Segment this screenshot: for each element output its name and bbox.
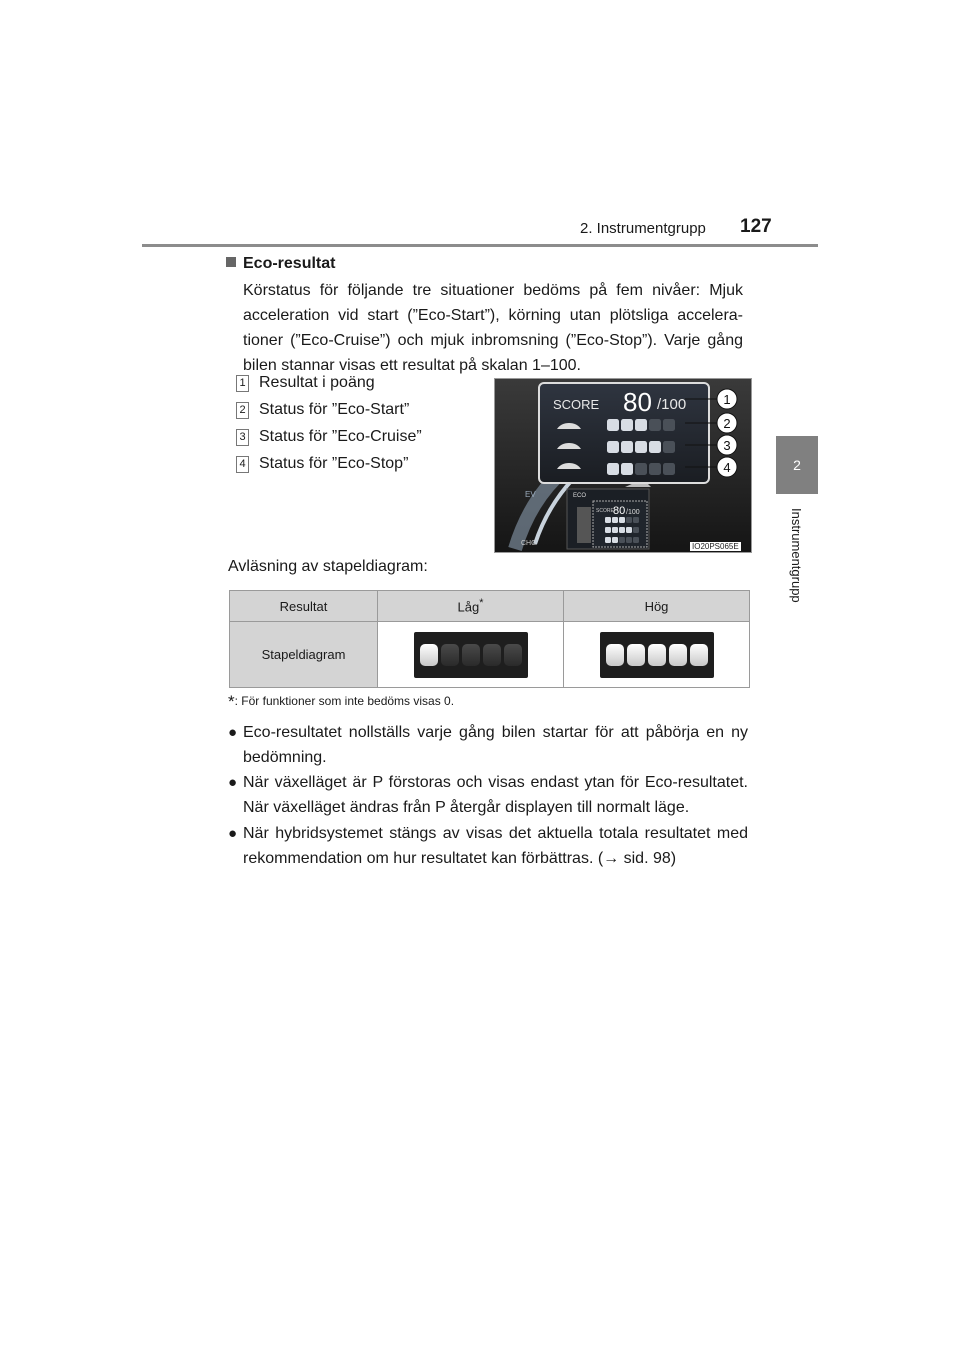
status-segment bbox=[605, 517, 611, 523]
bar-chart-heading: Avläsning av stapeldiagram: bbox=[228, 558, 428, 575]
section-title bbox=[226, 255, 335, 273]
status-segment bbox=[619, 517, 625, 523]
bullet-text: När hybridsystemet stängs av visas det aktuella totala resultatet med rekommendation om hur resultatet kan förbättras. (→ sid. 98) bbox=[243, 825, 748, 867]
footnote-asterisk: * bbox=[228, 692, 235, 711]
bar-segment bbox=[669, 644, 687, 666]
bullet-item bbox=[228, 720, 748, 770]
header-low bbox=[378, 591, 564, 622]
status-segment bbox=[607, 463, 619, 475]
low-cell bbox=[378, 622, 564, 688]
small-status-bars bbox=[605, 517, 639, 543]
status-segment bbox=[663, 463, 675, 475]
status-segment bbox=[605, 537, 611, 543]
small-score-value: 80 bbox=[613, 505, 626, 517]
legend-text: Status för ”Eco-Cruise” bbox=[259, 428, 422, 445]
legend-text: Resultat i poäng bbox=[259, 374, 375, 391]
callout-2: 2 bbox=[723, 416, 731, 431]
table-header-row bbox=[230, 591, 750, 622]
small-score-label: SCORE bbox=[596, 508, 614, 514]
score-label: SCORE bbox=[553, 397, 600, 412]
status-segment bbox=[626, 517, 632, 523]
bullet-dot-icon: ● bbox=[228, 724, 238, 741]
score-max: /100 bbox=[657, 396, 687, 413]
status-segment bbox=[635, 419, 647, 431]
high-bar-graph bbox=[600, 632, 714, 678]
row-label: Stapeldiagram bbox=[230, 622, 378, 688]
header-low-text: Låg bbox=[457, 599, 480, 615]
table-row bbox=[230, 622, 750, 688]
battery-icon bbox=[577, 507, 591, 543]
legend-item bbox=[236, 401, 409, 419]
eco-label: ECO bbox=[573, 493, 587, 499]
section-title-text: Eco-resultat bbox=[243, 255, 336, 272]
status-segment bbox=[649, 463, 661, 475]
status-segment bbox=[621, 419, 633, 431]
score-value: 80 bbox=[623, 387, 652, 417]
page-number: 127 bbox=[740, 216, 772, 237]
high-cell bbox=[564, 622, 750, 688]
eco-display-illustration bbox=[495, 379, 751, 552]
status-segment bbox=[633, 517, 639, 523]
status-segment bbox=[635, 463, 647, 475]
bar-segment bbox=[483, 644, 501, 666]
chapter-number: 2 bbox=[793, 457, 801, 473]
legend-number: 2 bbox=[236, 402, 249, 419]
bar-segment bbox=[504, 644, 522, 666]
callout-3: 3 bbox=[723, 438, 731, 453]
status-segment bbox=[612, 517, 618, 523]
status-segment bbox=[607, 419, 619, 431]
square-bullet-icon bbox=[226, 257, 236, 267]
chapter-label: Instrumentgrupp bbox=[789, 508, 804, 603]
header-high: Hög bbox=[564, 591, 750, 622]
legend-item bbox=[236, 374, 375, 392]
legend-item bbox=[236, 428, 422, 446]
bar-segment bbox=[606, 644, 624, 666]
status-segment bbox=[626, 537, 632, 543]
eco-score-figure bbox=[494, 378, 752, 553]
bullet-item bbox=[228, 770, 748, 820]
legend-item bbox=[236, 455, 408, 473]
status-segment bbox=[621, 463, 633, 475]
chg-label: CHG bbox=[521, 540, 537, 547]
status-segment bbox=[635, 441, 647, 453]
bullet-item bbox=[228, 821, 748, 871]
bullet-text: Eco-resultatet nollställs varje gång bilen startar för att påbörja en ny bedömning. bbox=[243, 724, 748, 766]
figure-code: IO20PS065E bbox=[692, 542, 739, 551]
bar-segment bbox=[441, 644, 459, 666]
bullet-dot-icon: ● bbox=[228, 825, 238, 842]
bar-segment bbox=[648, 644, 666, 666]
status-segment bbox=[633, 537, 639, 543]
result-table bbox=[229, 590, 750, 688]
bullet-text: När växelläget är P förstoras och visas endast ytan för Eco-resultatet. När växelläget ändras från P återgår displayen till normalt läge. bbox=[243, 774, 748, 816]
status-segment bbox=[619, 537, 625, 543]
status-segment bbox=[612, 537, 618, 543]
footnote bbox=[228, 692, 454, 712]
legend-number: 4 bbox=[236, 456, 249, 473]
small-score-max: /100 bbox=[626, 509, 640, 516]
bar-segment bbox=[462, 644, 480, 666]
asterisk: * bbox=[479, 597, 484, 610]
status-bars bbox=[607, 419, 675, 475]
intro-paragraph: Körstatus för följande tre situationer bedöms på fem nivåer: Mjuk acceleration vid start (”Eco-Start”), körning utan plötsliga accelerationer (”Eco-Cruise”) och mjuk inbromsning (”Eco-Stop”). Varje gång bilen stannar visas ett resultat på skalan 1–100. bbox=[243, 282, 743, 374]
callout-4: 4 bbox=[723, 460, 731, 475]
status-segment bbox=[612, 527, 618, 533]
bar-segment bbox=[690, 644, 708, 666]
legend-number: 3 bbox=[236, 429, 249, 446]
status-segment bbox=[605, 527, 611, 533]
status-segment bbox=[621, 441, 633, 453]
status-segment bbox=[607, 441, 619, 453]
header-section-title: 2. Instrumentgrupp bbox=[580, 220, 706, 237]
low-bar-graph bbox=[414, 632, 528, 678]
status-segment bbox=[649, 419, 661, 431]
status-segment bbox=[663, 419, 675, 431]
legend-number: 1 bbox=[236, 375, 249, 392]
status-segment bbox=[633, 527, 639, 533]
footnote-text: : För funktioner som inte bedöms visas 0. bbox=[234, 694, 455, 708]
bar-segment bbox=[420, 644, 438, 666]
bar-segment bbox=[627, 644, 645, 666]
bullet-dot-icon: ● bbox=[228, 774, 238, 791]
legend-text: Status för ”Eco-Start” bbox=[259, 401, 410, 418]
header-rule bbox=[142, 244, 818, 247]
status-segment bbox=[663, 441, 675, 453]
status-segment bbox=[619, 527, 625, 533]
header-result: Resultat bbox=[230, 591, 378, 622]
ev-label: EV bbox=[525, 490, 536, 499]
callout-1: 1 bbox=[723, 392, 731, 407]
status-segment bbox=[626, 527, 632, 533]
legend-text: Status för ”Eco-Stop” bbox=[259, 455, 409, 472]
chapter-tab bbox=[776, 436, 818, 494]
status-segment bbox=[649, 441, 661, 453]
